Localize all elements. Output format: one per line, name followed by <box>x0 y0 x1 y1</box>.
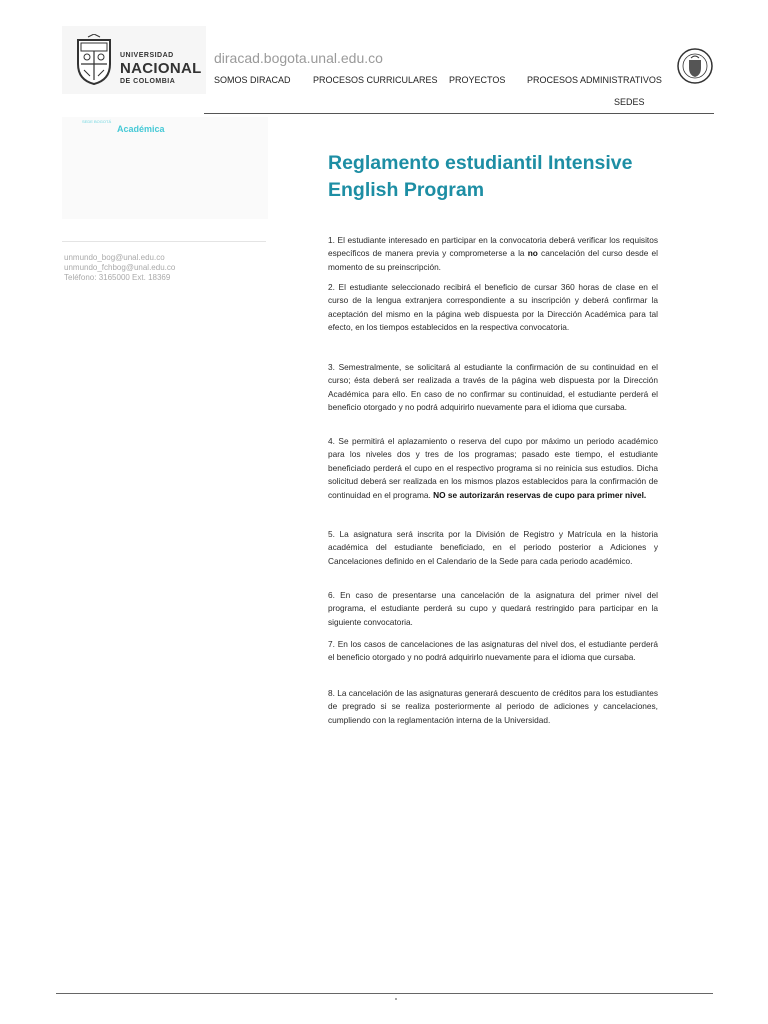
sidebar-divider <box>62 241 266 242</box>
logo-line-1: UNIVERSIDAD <box>120 52 174 59</box>
rule-paragraph-5: 5. La asignatura será inscrita por la División de Registro y Matrícula en la historia académica del estudiante beneficiado, en el periodo posterior a Adiciones y Cancelaciones definido en el Calendario de la Sede para cada periodo académico. <box>328 529 658 566</box>
nav-item-somos-diracad[interactable]: SOMOS DIRACAD <box>214 75 291 85</box>
colombia-seal-icon <box>676 46 714 86</box>
site-header <box>0 0 768 115</box>
footer-divider <box>56 993 713 994</box>
university-shield-icon <box>74 34 114 86</box>
nav-item-procesos-curriculares[interactable]: PROCESOS CURRICULARES <box>313 75 438 85</box>
header-divider <box>204 113 714 114</box>
rule-paragraph-8: 8. La cancelación de las asignaturas generará descuento de créditos para los estudiantes de pregrado si se realiza posteriormente al periodo de adiciones y cancelaciones, cumpliendo con la reglamentación interna de la Universidad. <box>328 688 658 725</box>
nav-item-procesos-administrativos[interactable]: PROCESOS ADMINISTRATIVOS <box>527 75 662 85</box>
page-title: Reglamento estudiantil Intensive English Program <box>328 152 633 201</box>
logo-line-2: NACIONAL <box>120 60 202 77</box>
rule-paragraph-1: 1. El estudiante interesado en participar en la convocatoria deberá verificar los requisitos específicos de manera previa y comprometerse a la no cancelación del curso desde el momento de su preinscripción. <box>328 235 658 272</box>
site-url-link[interactable]: diracad.bogota.unal.edu.co <box>214 50 383 66</box>
contact-email-1[interactable]: unmundo_bog@unal.edu.co <box>64 253 165 262</box>
footer-marker <box>395 998 397 1000</box>
banner-sede-label: SEDE BOGOTÁ <box>82 119 112 124</box>
nav-item-sedes[interactable]: SEDES <box>614 97 645 107</box>
contact-email-2[interactable]: unmundo_fchbog@unal.edu.co <box>64 263 176 272</box>
rule-paragraph-2: 2. El estudiante seleccionado recibirá el beneficio de cursar 360 horas de clase en el curso de la lengua extranjera correspondiente a su inscripción y deberá confirmar la aceptación del mismo en la página web dispuesta por la Dirección Académica para tal efecto, en los tiempos establecidos en la respectiva convocatoria. <box>328 282 658 333</box>
logo-line-3: DE COLOMBIA <box>120 78 176 85</box>
rule-paragraph-3: 3. Semestralmente, se solicitará al estudiante la confirmación de su continuidad en el curso; ésta deberá ser realizada a través de la página web dispuesta por la Dirección Académica para ello. En caso de no confirmar su continuidad, el estudiante perderá el beneficio otorgado y no podrá adquirirlo nuevamente para el idioma que cursaba. <box>328 362 658 413</box>
university-logo[interactable] <box>62 26 206 94</box>
contact-phone: Teléfono: 3165000 Ext. 18369 <box>64 273 171 282</box>
logo-wordmark <box>120 52 202 85</box>
rule-paragraph-7: 7. En los casos de cancelaciones de las asignaturas del nivel dos, el estudiante perderá el beneficio otorgado y no podrá adquirirlo nuevamente para el idioma que cursaba. <box>328 639 658 663</box>
banner-academica-label: Académica <box>117 124 165 134</box>
rule-paragraph-4: 4. Se permitirá el aplazamiento o reserva del cupo por máximo un periodo académico para los niveles dos y tres de los programas; pasado este tiempo, el estudiante beneficiado perderá el cupo en el respectivo programa si no reinicia sus estudios. Dicha solicitud deberá ser realizada en los mismos plazos establecidos para la confirmación de continuidad en el programa. NO se autorizarán reservas de cupo para primer nivel. <box>328 436 658 500</box>
nav-item-proyectos[interactable]: PROYECTOS <box>449 75 506 85</box>
sidebar-banner <box>62 117 268 219</box>
rule-paragraph-6: 6. En caso de presentarse una cancelación de la asignatura del primer nivel del programa, el estudiante perderá su cupo y quedará restringido para participar en la siguiente convocatoria. <box>328 590 658 627</box>
